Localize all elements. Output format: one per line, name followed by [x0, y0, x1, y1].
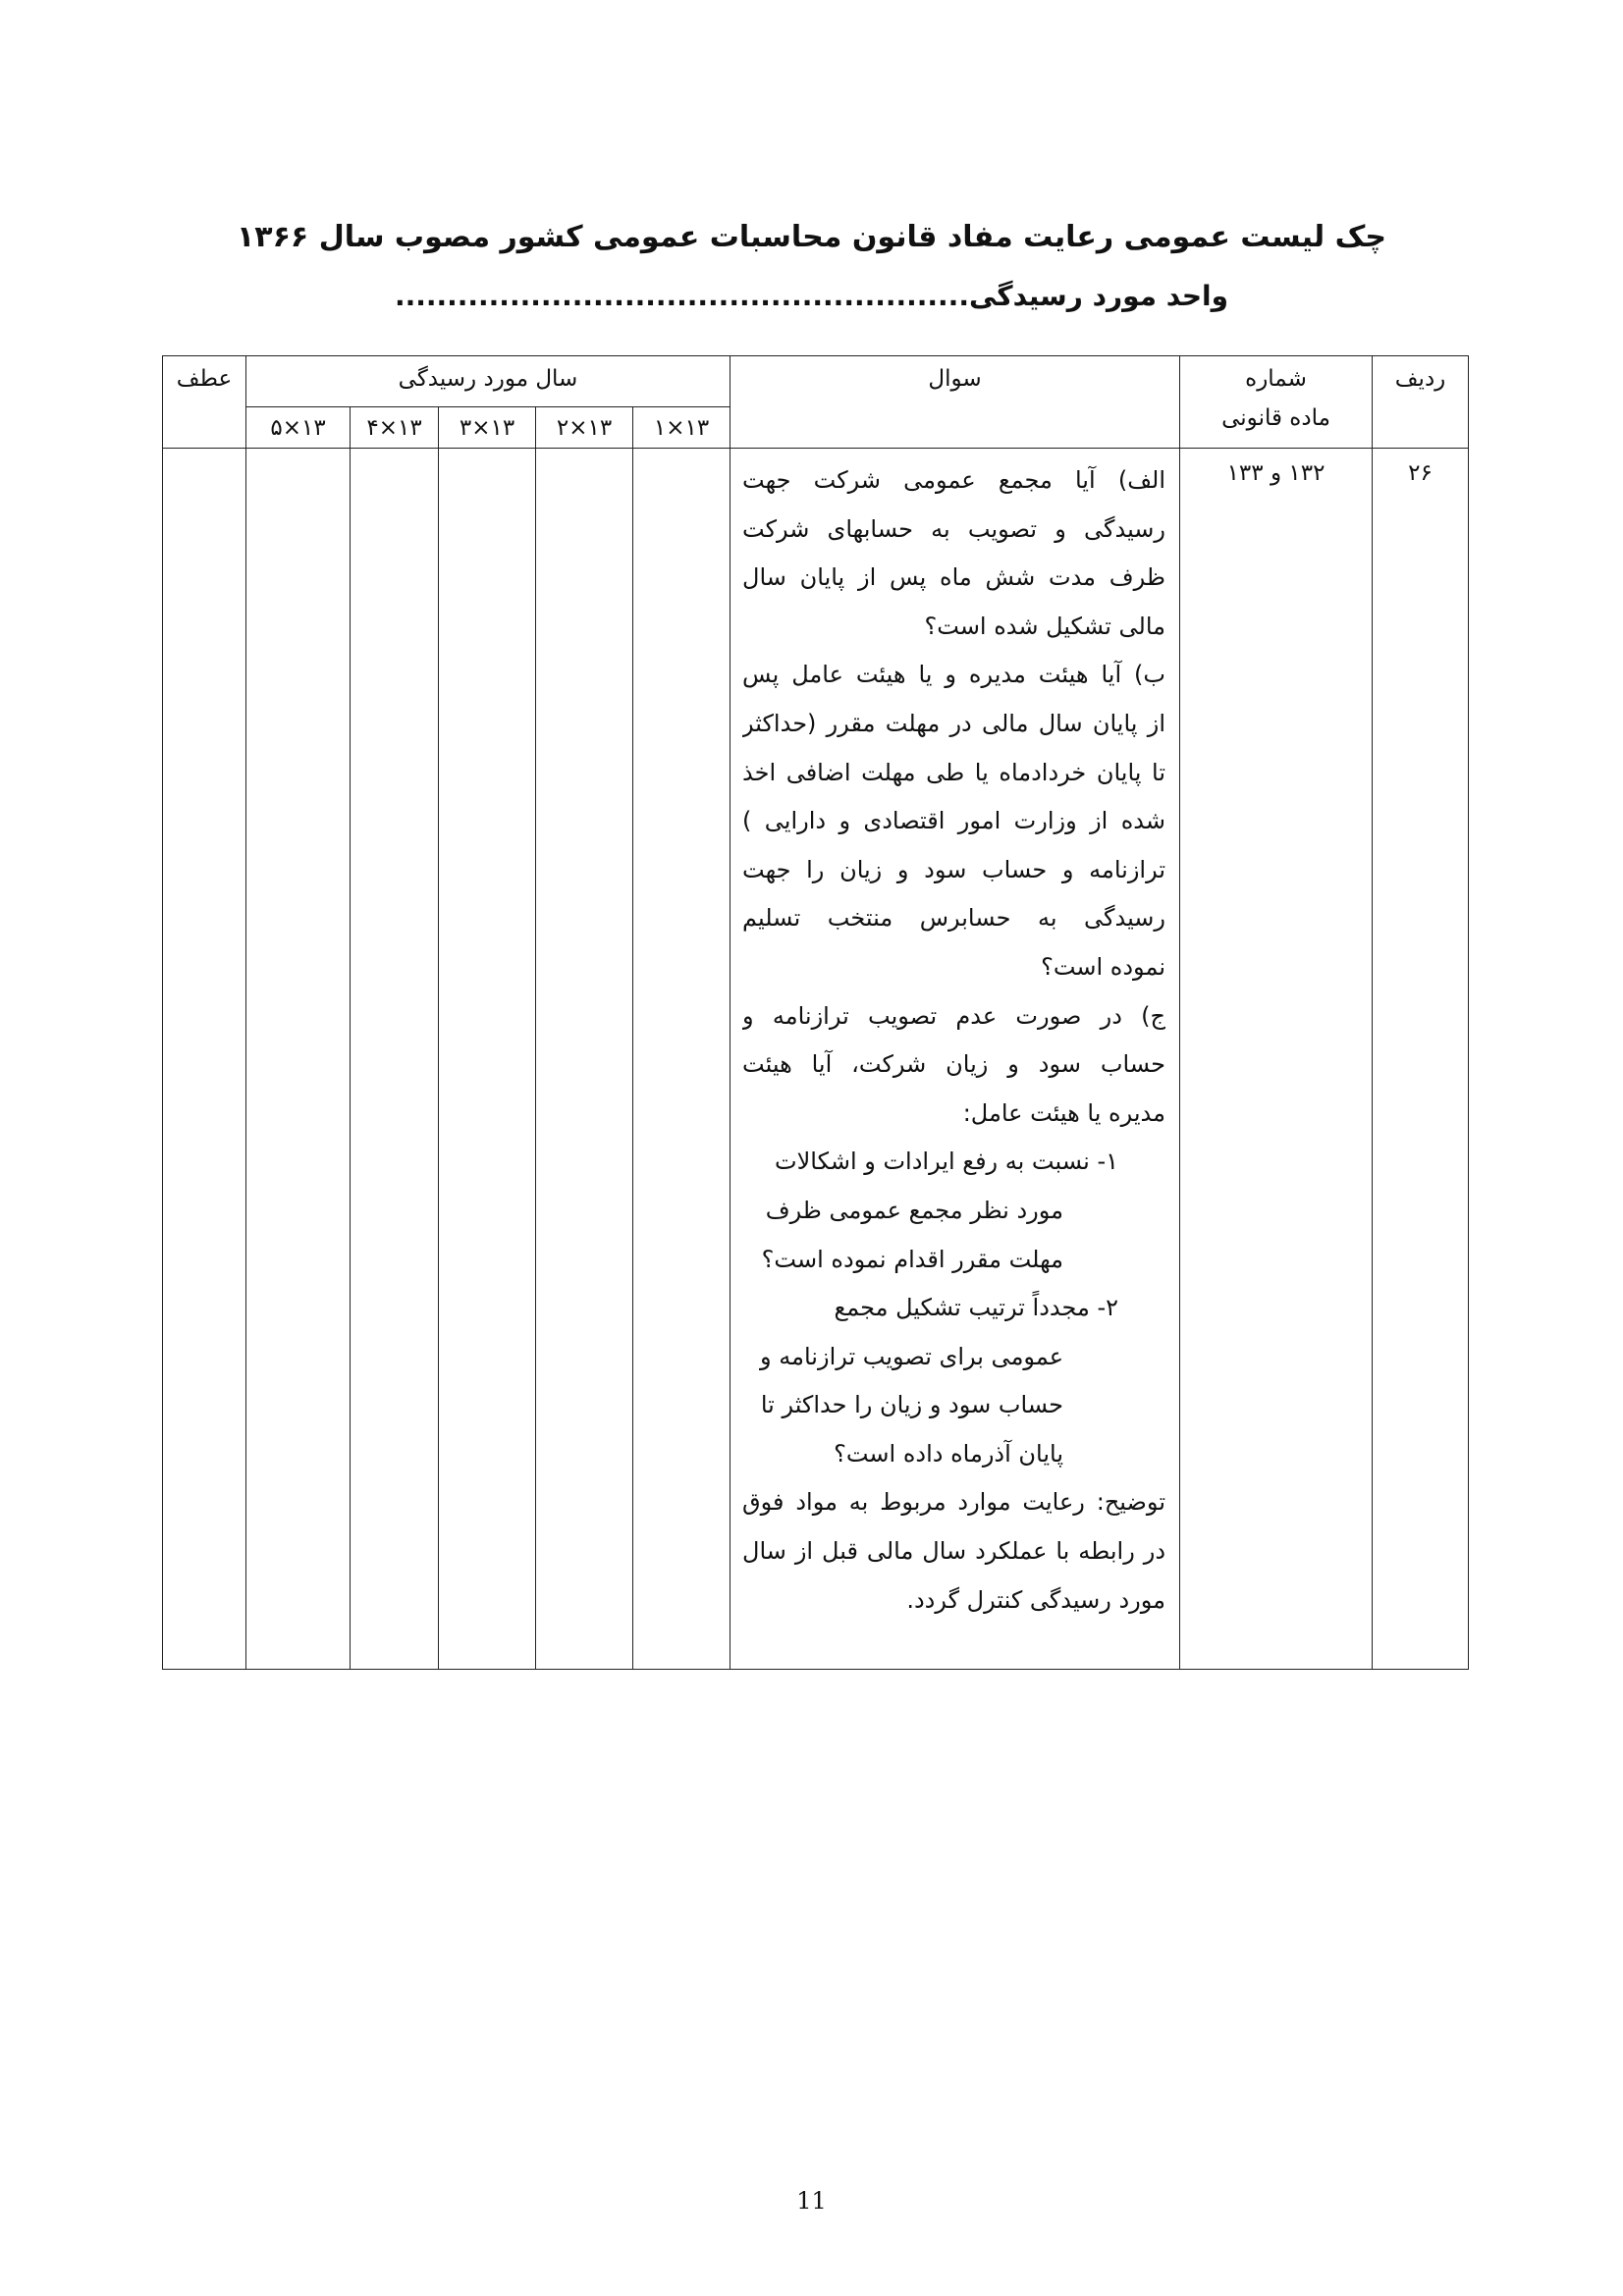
question-line: ب) آیا هیئت مدیره و یا هیئت عامل پس	[742, 661, 1166, 689]
question-line: ج) در صورت عدم تصویب ترازنامه و	[742, 1001, 1166, 1030]
question-line: توضیح: رعایت موارد مربوط به مواد فوق	[742, 1488, 1166, 1517]
question-line: عمومی برای تصویب ترازنامه و	[760, 1342, 1064, 1370]
audited-unit-line: واحد مورد رسیدگی.......................................................	[394, 280, 1229, 312]
page-number: 11	[796, 2187, 827, 2215]
question-line: حساب سود و زیان شرکت، آیا هیئت	[742, 1050, 1166, 1079]
question-line: از پایان سال مالی در مهلت مقرر (حداکثر	[742, 709, 1166, 737]
question-line: مالی تشکیل شده است؟	[924, 612, 1166, 640]
question-line: رسیدگی و تصویب به حسابهای شرکت	[742, 514, 1166, 543]
question-line: ظرف مدت شش ماه پس از پایان سال	[742, 563, 1166, 592]
header-radif: ردیف	[1373, 356, 1469, 449]
question-line: مدیره یا هیئت عامل:	[962, 1098, 1166, 1127]
header-year-3: ۱۳×۳	[439, 407, 536, 449]
year-2-cell	[536, 449, 633, 1670]
header-row-top	[163, 356, 1469, 407]
question-line: حساب سود و زیان را حداکثر تا	[760, 1391, 1064, 1419]
year-4-cell	[351, 449, 439, 1670]
header-year-5: ۱۳×۵	[246, 407, 351, 449]
row-radif: ۲۶	[1373, 449, 1469, 1670]
header-madde	[1180, 356, 1373, 449]
header-atf: عطف	[163, 356, 246, 449]
checklist-table	[162, 355, 1469, 1670]
question-line: تا پایان خردادماه یا طی مهلت اضافی اخذ	[742, 758, 1166, 786]
question-line: الف) آیا مجمع عمومی شرکت جهت	[742, 466, 1166, 494]
question-line: مهلت مقرر اقدام نموده است؟	[761, 1245, 1064, 1273]
year-3-cell	[439, 449, 536, 1670]
question-line: پایان آذرماه داده است؟	[834, 1439, 1064, 1468]
page-title: چک لیست عمومی رعایت مفاد قانون محاسبات عمومی کشور مصوب سال ۱۳۶۶	[237, 220, 1386, 254]
question-line: ۲- مجدداً ترتیب تشکیل مجمع	[834, 1294, 1119, 1322]
header-year-4: ۱۳×۴	[351, 407, 439, 449]
question-line: نموده است؟	[1041, 952, 1166, 981]
year-5-cell	[246, 449, 351, 1670]
question-line: مورد رسیدگی کنترل گردد.	[906, 1585, 1166, 1614]
question-line: ترازنامه و حساب سود و زیان را جهت	[742, 855, 1166, 883]
atf-cell	[163, 449, 246, 1670]
header-madde-line2: ماده قانونی	[1221, 405, 1330, 431]
question-line: رسیدگی به حسابرس منتخب تسلیم	[742, 904, 1166, 933]
header-year-2: ۱۳×۲	[536, 407, 633, 449]
question-line: در رابطه با عملکرد سال مالی قبل از سال	[742, 1537, 1166, 1566]
header-question: سوال	[730, 356, 1180, 449]
question-line: مورد نظر مجمع عمومی ظرف	[765, 1196, 1064, 1224]
question-line: ۱- نسبت به رفع ایرادات و اشکالات	[774, 1148, 1119, 1176]
row-madde: ۱۳۲ و ۱۳۳	[1180, 449, 1373, 1670]
table-row	[163, 449, 1469, 1670]
header-madde-line1: شماره	[1245, 366, 1307, 392]
header-year-group: سال مورد رسیدگی	[246, 356, 730, 407]
question-line: شده از وزارت امور اقتصادی و دارایی )	[742, 807, 1166, 835]
header-year-1: ۱۳×۱	[633, 407, 730, 449]
row-question	[730, 449, 1180, 1670]
year-1-cell	[633, 449, 730, 1670]
